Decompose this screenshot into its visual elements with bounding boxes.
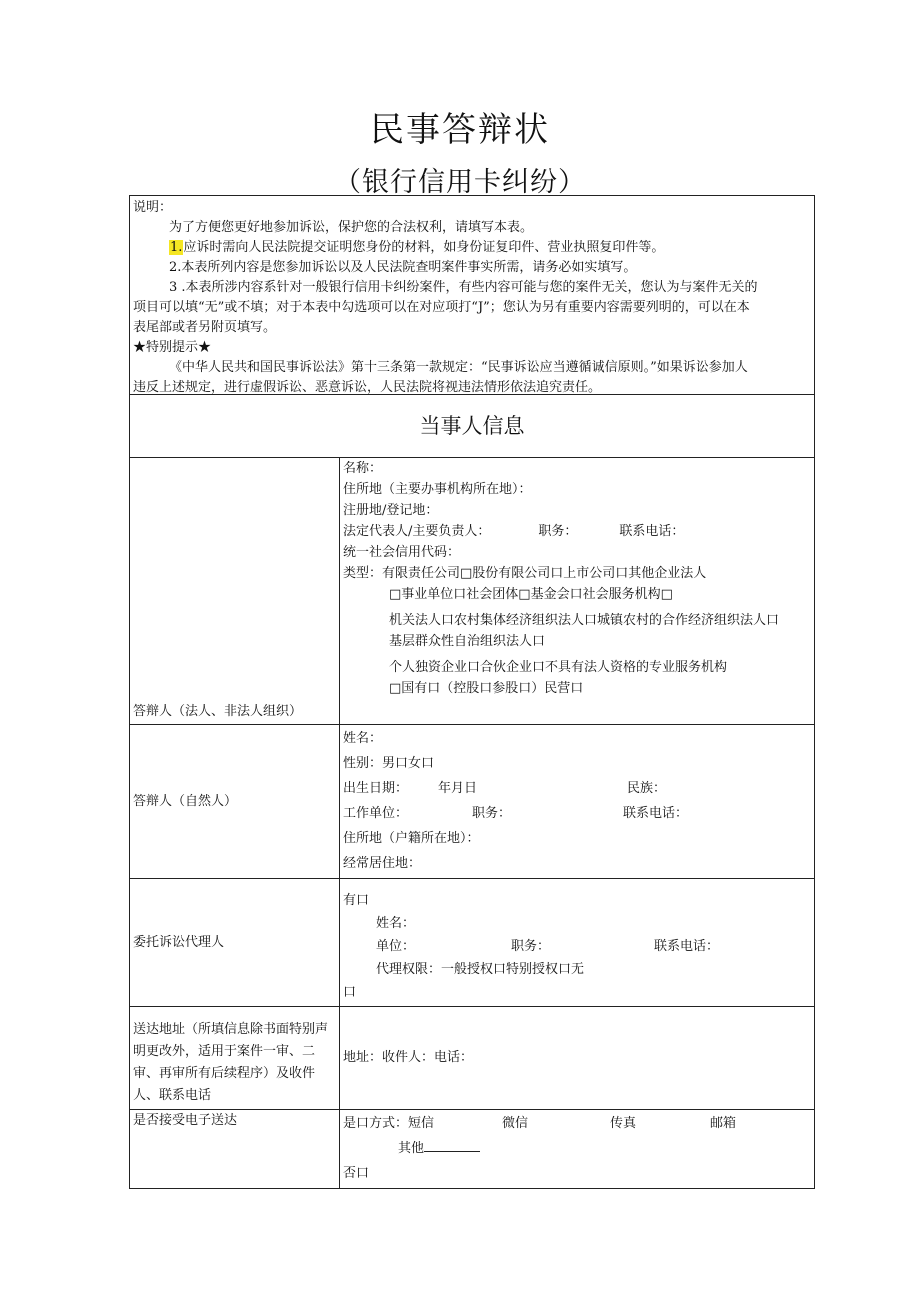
person-respondent-row	[130, 725, 815, 879]
instructions-item-2: 2.本表所列内容是您参加诉讼以及人民法院查明案件事实所需，请务必如实填写。	[169, 260, 637, 275]
agent-row	[130, 879, 815, 1007]
defense-form-table	[129, 195, 815, 1189]
electronic-service-fields[interactable]	[340, 1110, 815, 1189]
agent-fields[interactable]	[340, 879, 815, 1007]
person-birth-ymd: 年月日	[438, 781, 478, 796]
org-type-line-2[interactable]: □事业单位口社会团体□基金会口社会服务机构□	[389, 587, 673, 602]
person-respondent-fields[interactable]	[340, 725, 815, 879]
electronic-service-row	[130, 1110, 815, 1189]
org-legal-rep-line	[343, 522, 811, 543]
agent-label: 委托诉讼代理人	[133, 934, 225, 950]
service-address-label: 送达地址（所填信息除书面特别声明更改外，适用于案件一审、二审、再审所有后续程序）及收件人、联系电话	[133, 1022, 329, 1103]
org-address-field[interactable]: 住所地（主要办事机构所在地）：	[343, 482, 532, 497]
document-title: 民事答辩状	[370, 110, 550, 150]
electronic-email-option[interactable]: 邮箱	[710, 1116, 737, 1131]
agent-phone-field[interactable]: 联系电话：	[654, 939, 720, 954]
electronic-other-blank[interactable]	[424, 1137, 480, 1152]
person-position-field[interactable]: 职务：	[472, 806, 512, 821]
person-respondent-label: 答辩人（自然人）	[133, 793, 238, 809]
org-name-field[interactable]: 名称：	[343, 461, 383, 476]
electronic-other-option[interactable]: 其他	[398, 1141, 425, 1156]
instructions-heading: 说明：	[133, 200, 173, 215]
org-respondent-row	[130, 458, 815, 725]
org-credit-code-field[interactable]: 统一社会信用代码：	[343, 545, 461, 560]
org-registered-field[interactable]: 注册地/登记地：	[343, 503, 439, 518]
person-phone-field[interactable]: 联系电话：	[623, 806, 689, 821]
agent-position-field[interactable]: 职务：	[511, 939, 551, 954]
org-respondent-label: 答辩人（法人、非法人组织）	[133, 704, 303, 719]
person-work-line	[343, 801, 811, 826]
person-work-unit-field[interactable]: 工作单位：	[343, 806, 409, 821]
instructions-item-3-line-1: 3 .本表所涉内容系针对一般银行信用卡纠纷案件，有些内容可能与您的案件无关，您认为与案件无关的	[169, 280, 758, 295]
document-subtitle: （银行信用卡纠纷）	[334, 167, 586, 198]
agent-none-checkbox[interactable]: 口	[343, 985, 357, 1000]
agent-has-checkbox[interactable]: 有口	[343, 893, 370, 908]
service-address-fields[interactable]	[340, 1007, 815, 1110]
electronic-service-label: 是否接受电子送达	[133, 1113, 238, 1128]
instructions-item-1-text: 应诉时需向人民法院提交证明您身份的材料，如身份证复印件、营业执照复印件等。	[183, 240, 665, 255]
org-type-line-4[interactable]: 基层群众性自治组织法人口	[389, 634, 546, 649]
instructions-block	[130, 196, 814, 394]
instructions-item-3-line-2: 项目可以填“无”或不填；对于本表中勾选项可以在对应项打“J”；您认为另有重要内容需要列明的，可以在本	[133, 300, 750, 315]
agent-unit-line	[343, 935, 811, 958]
person-gender-field[interactable]: 性别：男口女口	[343, 756, 435, 771]
special-notice-line-1: 《中华人民共和国民事诉讼法》第十三条第一款规定：“民事诉讼应当遵循诚信原则。”如果诉讼参加人	[169, 360, 748, 375]
agent-unit-field[interactable]: 单位：	[376, 939, 416, 954]
person-residence-field[interactable]: 经常居住地：	[343, 856, 422, 871]
instructions-item-3-line-3: 表尾部或者另附页填写。	[133, 320, 277, 335]
org-legal-rep-field[interactable]: 法定代表人/主要负责人：	[343, 524, 491, 539]
electronic-yes-line	[343, 1111, 811, 1136]
electronic-yes-sms-option[interactable]: 是口方式：短信	[343, 1116, 435, 1131]
org-type-line-1[interactable]: 类型：有限责任公司□股份有限公司口上市公司口其他企业法人	[343, 566, 707, 581]
agent-authority-field[interactable]: 代理权限：一般授权口特别授权口无	[376, 962, 585, 977]
org-type-line-5[interactable]: 个人独资企业口合伙企业口不具有法人资格的专业服务机构	[389, 660, 728, 675]
electronic-wechat-option[interactable]: 微信	[502, 1116, 529, 1131]
person-birth-line	[343, 776, 811, 801]
person-ethnicity-field[interactable]: 民族：	[627, 781, 667, 796]
org-phone-field[interactable]: 联系电话：	[619, 524, 685, 539]
section-heading-row	[130, 395, 815, 458]
person-address-field[interactable]: 住所地（户籍所在地）：	[343, 831, 480, 846]
special-notice-line-2: 违反上述规定，进行虚假诉讼、恶意诉讼，人民法院将视违法情形依法追究责任。	[133, 380, 602, 395]
person-birth-field[interactable]: 出生日期：	[343, 781, 409, 796]
person-name-field[interactable]: 姓名：	[343, 731, 383, 746]
electronic-fax-option[interactable]: 传真	[610, 1116, 637, 1131]
instructions-item-1	[133, 238, 810, 258]
electronic-other-line	[343, 1136, 811, 1161]
instructions-intro: 为了方便您更好地参加诉讼，保护您的合法权利，请填写本表。	[169, 220, 534, 235]
service-address-row	[130, 1007, 815, 1110]
org-type-line-6[interactable]: □国有口（控股口参股口）民营口	[389, 681, 584, 696]
agent-name-field[interactable]: 姓名：	[376, 916, 416, 931]
highlight-marker: 1.	[170, 240, 183, 255]
instructions-row	[130, 196, 815, 395]
electronic-no-option[interactable]: 否口	[343, 1166, 370, 1181]
special-notice-heading: ★特别提示★	[133, 340, 212, 355]
service-address-content[interactable]: 地址：收件人：电话：	[343, 1050, 474, 1065]
org-position-field[interactable]: 职务：	[538, 524, 578, 539]
org-type-line-3[interactable]: 机关法人口农村集体经济组织法人口城镇农村的合作经济组织法人口	[389, 613, 780, 628]
org-respondent-fields[interactable]	[340, 458, 815, 725]
section-title: 当事人信息	[130, 395, 815, 458]
